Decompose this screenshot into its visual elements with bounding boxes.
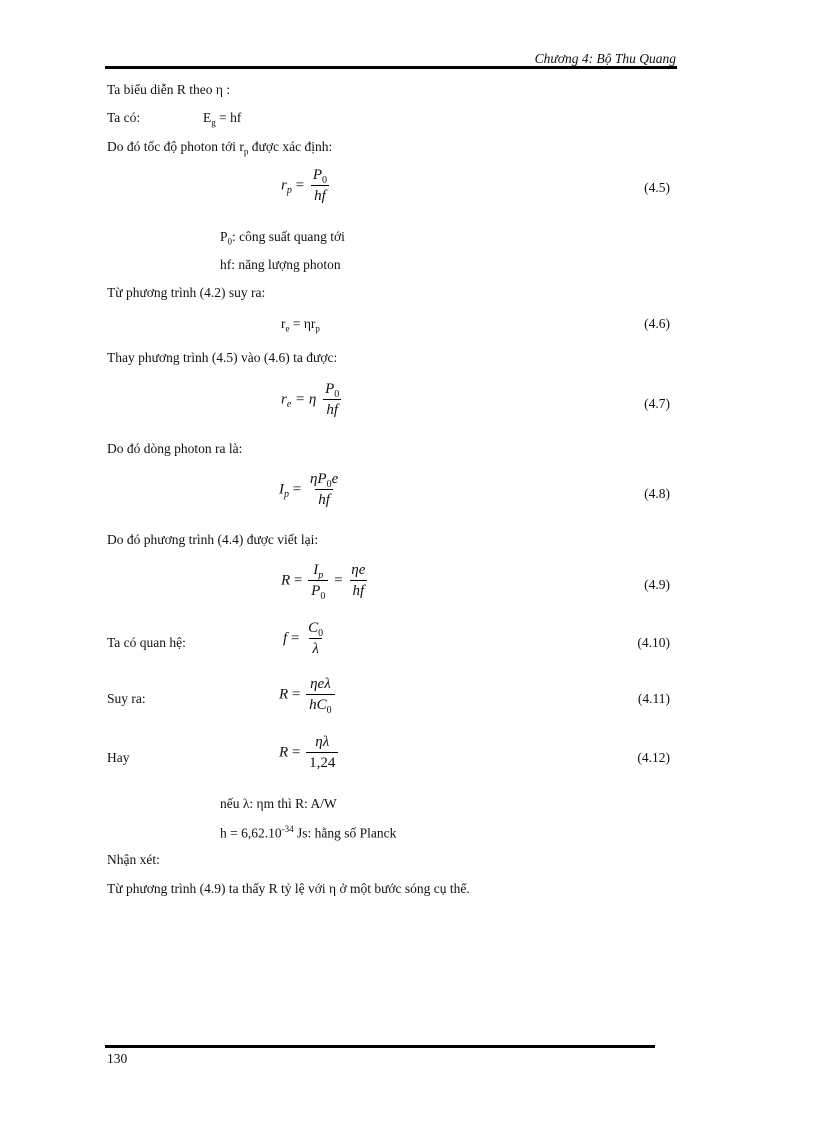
text-line-label: Ta có: [107, 110, 141, 125]
subscript: 0 [320, 591, 326, 602]
equation-number: (4.5) [644, 180, 670, 195]
text: : công suất quang tới [232, 229, 345, 244]
symbol: E [203, 110, 212, 125]
equation-4-9 [281, 562, 370, 602]
remark-body: Từ phương trình (4.9) ta thấy R tỷ lệ với η ở một bước sóng cụ thể. [107, 881, 470, 896]
fraction [310, 168, 330, 204]
subscript: 0 [326, 479, 332, 490]
equation-number: (4.12) [637, 750, 670, 765]
equation-number: (4.9) [644, 577, 670, 592]
text-line [107, 139, 332, 157]
fraction [308, 562, 328, 602]
symbol: e [331, 471, 339, 487]
symbol: = hf [215, 110, 242, 125]
subscript: 0 [326, 705, 332, 716]
text-line-label: Ta có quan hệ: [107, 635, 186, 650]
text-line: Từ phương trình (4.2) suy ra: [107, 285, 266, 300]
chapter-title: Chương 4: Bộ Thu Quang [534, 51, 676, 66]
symbol: λ [309, 638, 322, 657]
symbol: hf [323, 399, 341, 418]
subscript: 0 [334, 389, 340, 400]
equation-number: (4.6) [644, 316, 670, 331]
subscript: 0 [318, 628, 324, 639]
operator: = η [295, 391, 317, 408]
operator: = [290, 630, 300, 647]
equation-number: (4.11) [637, 691, 670, 706]
equation-4-6 [281, 316, 320, 334]
fraction [306, 735, 338, 771]
subscript: e [285, 323, 290, 334]
symbol: P [311, 583, 321, 599]
note-planck [220, 824, 396, 842]
symbol: ηeλ [310, 676, 331, 692]
symbol: R [279, 744, 289, 761]
symbol: = ηr [289, 316, 316, 331]
symbol: I [313, 562, 319, 578]
text-line-label: Suy ra: [107, 691, 146, 706]
subscript: p [286, 185, 292, 197]
operator: = [334, 572, 343, 589]
equation-number: (4.8) [644, 486, 670, 501]
equation-number: (4.10) [637, 635, 670, 650]
equation-4-5 [281, 168, 332, 204]
page-number: 130 [107, 1051, 128, 1066]
fraction [305, 621, 326, 657]
footer-rule [105, 1045, 655, 1048]
subscript: e [286, 399, 292, 411]
subscript: p [284, 489, 289, 501]
equation-4-11 [279, 676, 337, 716]
definition-hf: hf: năng lượng photon [220, 257, 341, 272]
symbol: P [312, 167, 322, 183]
text-line: Thay phương trình (4.5) vào (4.6) ta được: [107, 350, 338, 365]
equation-number: (4.7) [644, 396, 670, 411]
symbol: r [281, 316, 286, 331]
symbol: ηe [351, 562, 366, 578]
operator: = [293, 572, 303, 589]
symbol: I [279, 481, 284, 498]
operator: = [291, 744, 301, 761]
symbol: r [281, 177, 287, 194]
text-line: Do đó phương trình (4.4) được viết lại: [107, 532, 319, 547]
symbol: f [283, 630, 288, 647]
text: Js: hằng số Planck [293, 825, 397, 841]
symbol: R [279, 686, 289, 703]
subscript: p [243, 146, 249, 157]
symbol: ηP [309, 471, 327, 487]
subscript: 0 [227, 236, 233, 247]
text-line: Do đó dòng photon ra là: [107, 441, 243, 456]
symbol: hf [315, 489, 333, 508]
text: Do đó tốc độ photon tới r [107, 139, 244, 154]
equation-4-12 [279, 735, 340, 771]
header-rule [105, 66, 677, 69]
subscript: p [318, 570, 324, 581]
text-line: Ta biểu diễn R theo η : [107, 82, 231, 97]
text-line-label: Hay [107, 750, 130, 765]
operator: = [292, 481, 302, 498]
equation-4-10 [283, 621, 328, 657]
fraction [348, 563, 368, 599]
symbol: hf [350, 580, 368, 599]
superscript: -34 [281, 824, 294, 834]
definition-p0 [220, 229, 345, 247]
symbol: C [308, 620, 319, 636]
symbol: hC [309, 697, 327, 713]
equation-4-8 [279, 472, 343, 508]
symbol: R [281, 572, 291, 589]
operator: = [291, 686, 301, 703]
operator: = [295, 177, 305, 194]
subscript: p [315, 323, 320, 334]
text: được xác định: [248, 139, 333, 154]
subscript: g [211, 117, 216, 128]
equation-4-7 [281, 382, 344, 418]
symbol: P [325, 381, 335, 397]
fraction [307, 472, 341, 508]
symbol: ηλ [315, 734, 330, 750]
subscript: 0 [321, 175, 327, 186]
symbol: hf [311, 185, 329, 204]
symbol: 1,24 [306, 752, 338, 771]
note-units: nếu λ: ηm thì R: A/W [220, 796, 337, 811]
text: h = 6,62.10 [220, 825, 282, 841]
fraction [306, 676, 335, 716]
symbol: r [281, 391, 287, 408]
remark-title: Nhận xét: [107, 852, 160, 867]
inline-equation-eg [203, 110, 241, 128]
fraction [322, 382, 342, 418]
symbol: P [220, 229, 228, 244]
